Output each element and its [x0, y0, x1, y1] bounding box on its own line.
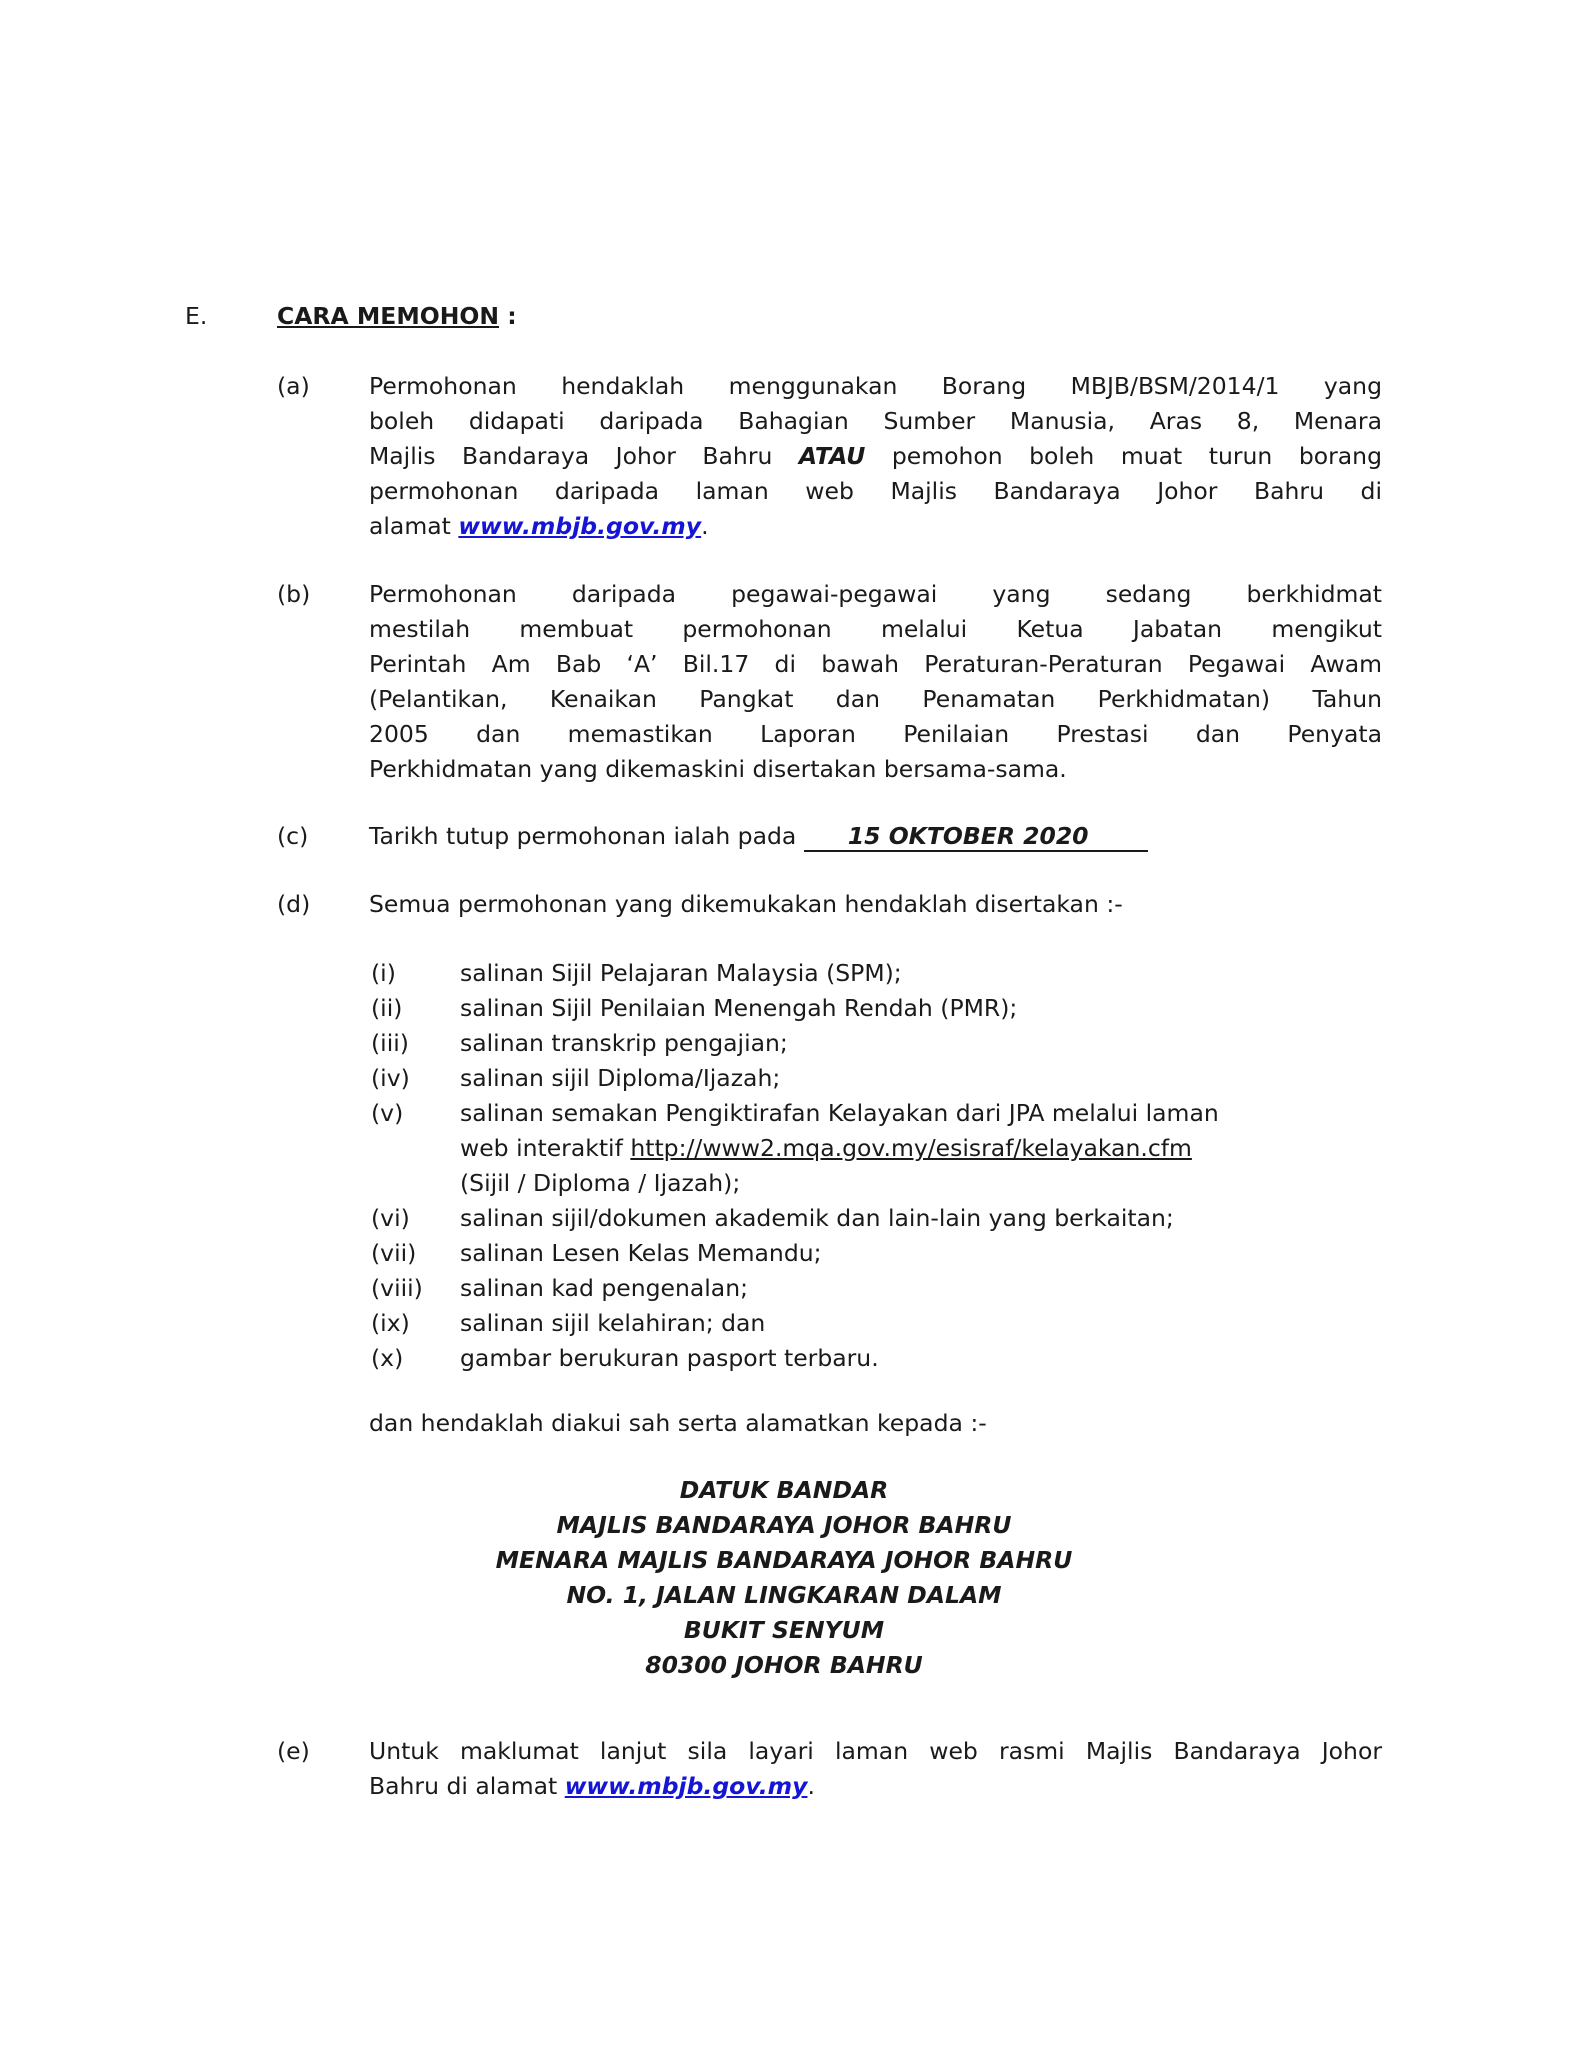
mbjb-website-link[interactable]: www.mbjb.gov.my: [458, 512, 702, 540]
item-b-paragraph: [369, 577, 1382, 787]
item-e-paragraph: [369, 1734, 1382, 1804]
list-item-label: (x): [371, 1344, 404, 1372]
item-a-atau: ATAU: [798, 442, 866, 470]
list-item-label: (vii): [371, 1239, 417, 1267]
list-item: salinan transkrip pengajian;: [460, 1029, 788, 1057]
address-intro: dan hendaklah diakui sah serta alamatkan kepada :-: [369, 1409, 987, 1437]
address-line: BUKIT SENYUM: [683, 1616, 885, 1644]
section-title: CARA MEMOHON: [277, 302, 500, 330]
item-b-line: Perintah Am Bab ‘A’ Bil.17 di bawah Peraturan-Peraturan Pegawai Awam: [369, 650, 1382, 678]
list-item: salinan kad pengenalan;: [460, 1274, 749, 1302]
item-b-line: mestilah membuat permohonan melalui Ketua Jabatan mengikut: [369, 615, 1382, 643]
address-line: 80300 JOHOR BAHRU: [645, 1651, 923, 1679]
item-a-line: Permohonan hendaklah menggunakan Borang MBJB/BSM/2014/1 yang: [369, 372, 1382, 400]
list-item-continuation: [460, 1131, 1192, 1166]
list-item-label: (v): [371, 1099, 404, 1127]
item-a-period: .: [701, 512, 709, 540]
list-item: gambar berukuran pasport terbaru.: [460, 1344, 879, 1372]
address-line: MENARA MAJLIS BANDARAYA JOHOR BAHRU: [495, 1546, 1073, 1574]
list-item: salinan sijil Diploma/Ijazah;: [460, 1064, 781, 1092]
list-item-label: (iv): [371, 1064, 410, 1092]
item-a-text: Majlis Bandaraya Johor Bahru: [369, 442, 773, 470]
list-item: salinan Sijil Penilaian Menengah Rendah (PMR);: [460, 994, 1018, 1022]
list-item-label: (vi): [371, 1204, 410, 1232]
item-c-text: [369, 819, 1148, 854]
item-a-paragraph: [369, 369, 1382, 544]
item-b-line: (Pelantikan, Kenaikan Pangkat dan Penamatan Perkhidmatan) Tahun: [369, 685, 1382, 713]
list-item: salinan semakan Pengiktirafan Kelayakan dari JPA melalui laman: [460, 1099, 1219, 1127]
list-item: salinan Lesen Kelas Memandu;: [460, 1239, 822, 1267]
item-c-label: (c): [277, 822, 309, 850]
list-item-label: (viii): [371, 1274, 423, 1302]
list-item-label: (ii): [371, 994, 403, 1022]
address-line: NO. 1, JALAN LINGKARAN DALAM: [566, 1581, 1002, 1609]
item-a-line: [369, 509, 1382, 544]
item-e-period: .: [807, 1772, 815, 1800]
item-a-text: alamat: [369, 512, 451, 540]
list-item: salinan sijil/dokumen akademik dan lain-lain yang berkaitan;: [460, 1204, 1174, 1232]
mqa-kelayakan-link[interactable]: http://www2.mqa.gov.my/esisraf/kelayakan.cfm: [630, 1134, 1192, 1162]
list-item-text: web interaktif: [460, 1134, 623, 1162]
section-letter: E.: [185, 302, 208, 330]
item-a-line: [369, 439, 1382, 474]
item-a-line: boleh didapati daripada Bahagian Sumber Manusia, Aras 8, Menara: [369, 407, 1382, 435]
item-a-text: pemohon boleh muat turun borang: [891, 442, 1382, 470]
item-b-label: (b): [277, 580, 311, 608]
address-line: MAJLIS BANDARAYA JOHOR BAHRU: [556, 1511, 1012, 1539]
list-item-label: (ix): [371, 1309, 410, 1337]
closing-date-label: Tarikh tutup permohonan ialah pada: [369, 822, 797, 850]
list-item-label: (i): [371, 959, 396, 987]
closing-date: 15 OKTOBER 2020: [804, 822, 1148, 852]
item-b-line: 2005 dan memastikan Laporan Penilaian Prestasi dan Penyata: [369, 720, 1382, 748]
list-item-label: (iii): [371, 1029, 409, 1057]
item-d-label: (d): [277, 890, 311, 918]
item-e-label: (e): [277, 1737, 310, 1765]
item-b-line: Perkhidmatan yang dikemaskini disertakan bersama-sama.: [369, 755, 1067, 783]
section-heading: [277, 299, 517, 334]
mbjb-website-link[interactable]: www.mbjb.gov.my: [564, 1772, 808, 1800]
item-e-line: [369, 1769, 1382, 1804]
item-a-line: permohonan daripada laman web Majlis Bandaraya Johor Bahru di: [369, 477, 1382, 505]
section-colon: :: [507, 302, 517, 330]
list-item: salinan sijil kelahiran; dan: [460, 1309, 766, 1337]
item-a-label: (a): [277, 372, 310, 400]
list-item-continuation: (Sijil / Diploma / Ijazah);: [460, 1169, 741, 1197]
item-b-line: Permohonan daripada pegawai-pegawai yang sedang berkhidmat: [369, 580, 1382, 608]
item-e-line: Untuk maklumat lanjut sila layari laman web rasmi Majlis Bandaraya Johor: [369, 1737, 1382, 1765]
item-d-text: Semua permohonan yang dikemukakan hendaklah disertakan :-: [369, 890, 1123, 918]
address-line: DATUK BANDAR: [679, 1476, 889, 1504]
list-item: salinan Sijil Pelajaran Malaysia (SPM);: [460, 959, 902, 987]
item-e-text: Bahru di alamat: [369, 1772, 558, 1800]
